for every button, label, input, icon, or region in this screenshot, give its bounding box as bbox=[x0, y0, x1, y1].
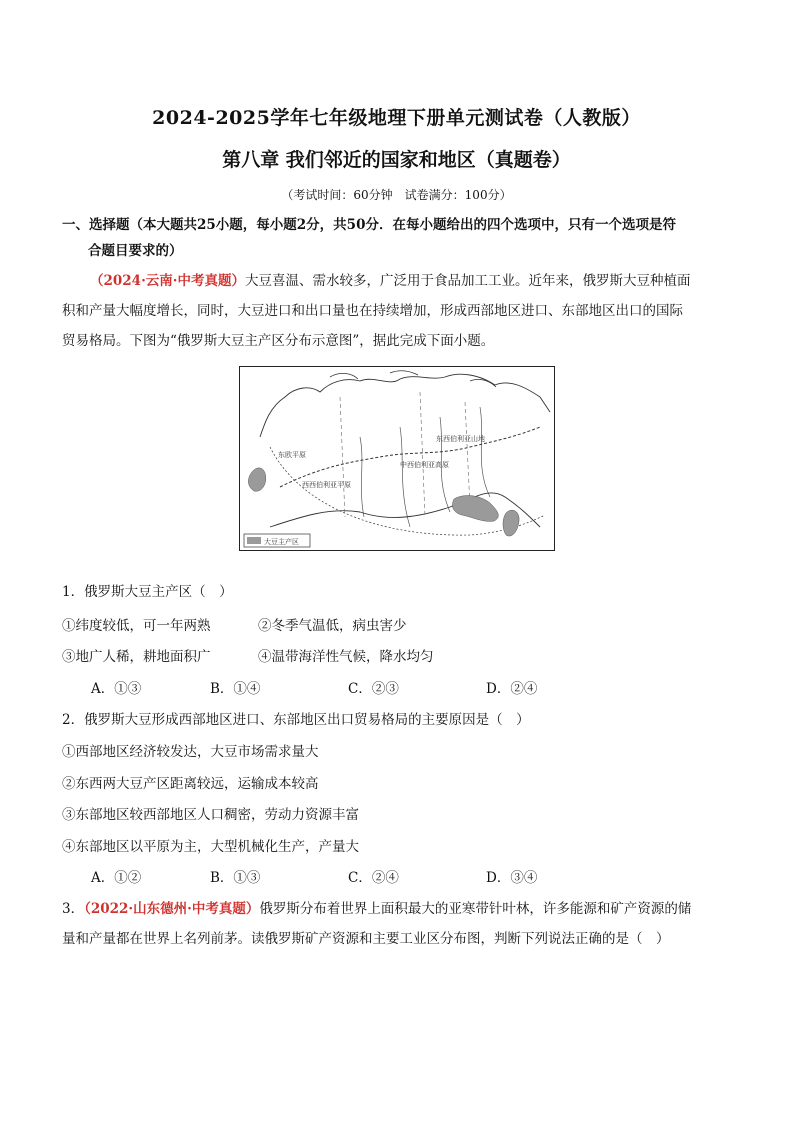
q2-statement-3: ③东部地区较西部地区人口稠密，劳动力资源丰富 bbox=[62, 807, 359, 823]
russia-soybean-map bbox=[239, 366, 555, 551]
q1-statement-1: ①纬度较低，可一年两熟 bbox=[62, 618, 211, 634]
section-heading-line2: 合题目要求的） bbox=[88, 243, 183, 259]
q1-statement-2: ②冬季气温低，病虫害少 bbox=[258, 618, 407, 634]
legend-swatch bbox=[247, 537, 261, 544]
q3-paragraph bbox=[62, 894, 752, 954]
map-drawing bbox=[240, 367, 554, 550]
q1-option-d[interactable]: D．②④ bbox=[486, 681, 538, 697]
q1-option-a[interactable]: A．①③ bbox=[91, 681, 142, 697]
material-text-line2: 积和产量大幅度增长，同时，大豆进口和出口量也在持续增加，形成西部地区进口、东部地区出口的国际 bbox=[62, 303, 683, 319]
q2-statement-4: ④东部地区以平原为主，大型机械化生产，产量大 bbox=[62, 839, 359, 855]
q1-statement-4: ④温带海洋性气候，降水均匀 bbox=[258, 649, 434, 665]
section-heading bbox=[62, 212, 752, 264]
map-label-east-siberian-mountains: 东西伯利亚山地 bbox=[436, 435, 485, 443]
section-heading-line1: 一、选择题（本大题共25小题，每小题2分，共50分．在每小题给出的四个选项中，只有一个选项是符 bbox=[62, 217, 676, 233]
material-text-line3: 贸易格局。下图为“俄罗斯大豆主产区分布示意图”，据此完成下面小题。 bbox=[62, 333, 495, 349]
q2-option-c[interactable]: C．②④ bbox=[348, 870, 399, 886]
chapter-subtitle: 第八章 我们邻近的国家和地区（真题卷） bbox=[222, 149, 571, 171]
q3-source: （2022·山东德州·中考真题） bbox=[84, 901, 260, 917]
material-text-line1: 大豆喜温、需水较多，广泛用于食品加工工业。近年来，俄罗斯大豆种植面 bbox=[244, 273, 691, 289]
q1-stem: 1．俄罗斯大豆主产区（ ） bbox=[62, 584, 233, 600]
q1-option-c[interactable]: C．②③ bbox=[348, 681, 399, 697]
page-title: 2024-2025学年七年级地理下册单元测试卷（人教版） bbox=[152, 107, 641, 129]
legend-label: 大豆主产区 bbox=[264, 538, 299, 546]
exam-info: （考试时间：60分钟 试卷满分：100分） bbox=[281, 188, 512, 202]
q3-text-line2: 量和产量都在世界上名列前茅。读俄罗斯矿产资源和主要工业区分布图，判断下列说法正确的是（ ） bbox=[62, 931, 670, 947]
map-label-west-siberian-plain: 西西伯利亚平原 bbox=[302, 481, 351, 489]
material-source: （2024·云南·中考真题） bbox=[90, 273, 245, 289]
q2-stem: 2．俄罗斯大豆形成西部地区进口、东部地区出口贸易格局的主要原因是（ ） bbox=[62, 712, 530, 728]
map-label-central-siberian-plateau: 中西伯利亚高原 bbox=[400, 461, 449, 469]
q3-number: 3． bbox=[62, 901, 85, 917]
q3-text-line1: 俄罗斯分布着世界上面积最大的亚寒带针叶林，许多能源和矿产资源的储 bbox=[259, 901, 692, 917]
q2-option-b[interactable]: B．①③ bbox=[210, 870, 261, 886]
q2-statement-2: ②东西两大豆产区距离较远，运输成本较高 bbox=[62, 776, 319, 792]
q2-option-d[interactable]: D．③④ bbox=[486, 870, 538, 886]
map-label-east-european-plain: 东欧平原 bbox=[278, 451, 306, 459]
q2-option-a[interactable]: A．①② bbox=[91, 870, 142, 886]
q2-statement-1: ①西部地区经济较发达，大豆市场需求量大 bbox=[62, 744, 319, 760]
q1-statement-3: ③地广人稀，耕地面积广 bbox=[62, 649, 211, 665]
q1-option-b[interactable]: B．①④ bbox=[210, 681, 261, 697]
material-paragraph bbox=[62, 266, 752, 356]
